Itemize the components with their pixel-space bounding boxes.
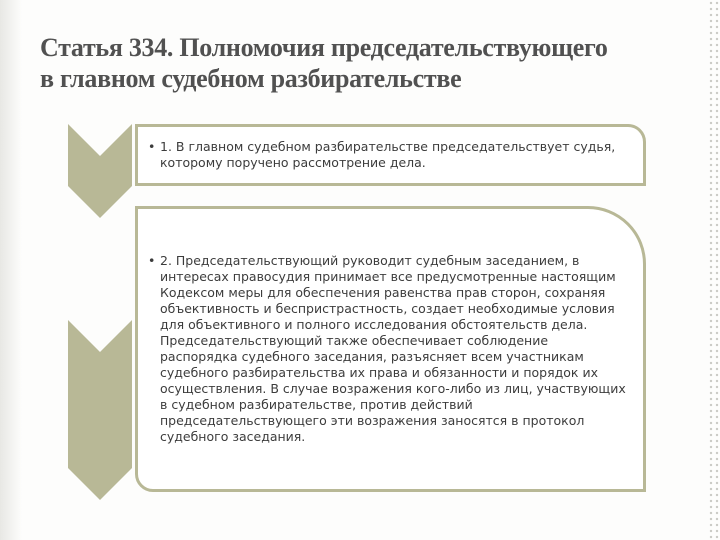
title-line-2: в главном судебном разбирательстве [40, 64, 462, 93]
list-item-2-box [135, 206, 646, 492]
list-item-1 [138, 127, 643, 171]
list-item-2 [138, 209, 643, 445]
slide-title [40, 32, 690, 94]
left-edge-shadow [0, 0, 22, 540]
list-item-text: 1. В главном судебном разбирательстве председательствует судья, которому поручено рассмотрение дела. [160, 139, 616, 170]
bullet: • [148, 139, 156, 154]
list-item-1-box [135, 124, 646, 186]
chevron-down-icon [68, 320, 132, 500]
title-line-1: Статья 334. Полномочия председательствующего [40, 33, 608, 62]
right-edge-pattern [708, 0, 720, 540]
chevron-down-icon [68, 124, 132, 218]
bullet: • [148, 253, 156, 268]
list-item-text: 2. Председательствующий руководит судебным заседанием, в интересах правосудия принимает все предусмотренные настоящим Кодексом меры для обеспечения равенства прав сторон, сохраняя объективность и беспристрастность, создает необходимые условия для объективного и полного исследования обстоятельств дела. Председательствующий также обеспечивает соблюдение распорядка судебного заседания, разъясняет всем участникам судебного разбирательства их права и обязанности и порядок их осуществления. В случае возражения кого-либо из лиц, участвующих в судебном разбирательстве, против действий председательствующего эти возражения заносятся в протокол судебного заседания. [160, 253, 626, 444]
